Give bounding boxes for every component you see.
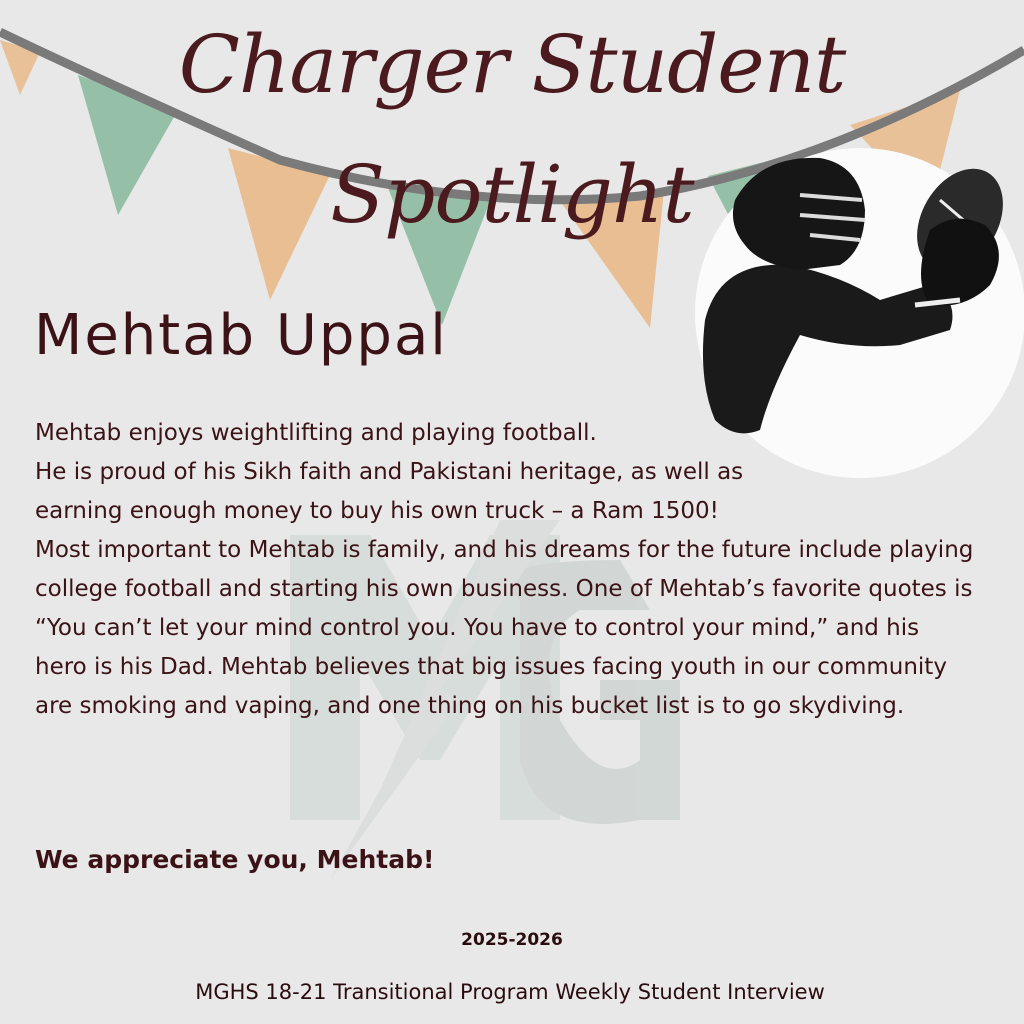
program-footer: MGHS 18-21 Transitional Program Weekly Student Interview bbox=[195, 980, 825, 1004]
closing-line: We appreciate you, Mehtab! bbox=[35, 845, 435, 874]
student-name: Mehtab Uppal bbox=[34, 303, 448, 368]
bio-paragraph-2: He is proud of his Sikh faith and Pakistani heritage, as well as earning enough money to buy his own truck – a Ram 1500! bbox=[35, 459, 744, 524]
student-bio bbox=[35, 414, 975, 726]
page-title: Charger Student Spotlight bbox=[178, 18, 846, 241]
bio-paragraph-1: Mehtab enjoys weightlifting and playing football. bbox=[35, 420, 597, 446]
school-year: 2025-2026 bbox=[461, 930, 563, 950]
bio-paragraph-3: Most important to Mehtab is family, and his dreams for the future include playing college football and starting his own business. One of Mehtab’s favorite quotes is “You can’t let your mind control you. You have to control your mind,” and his hero is his Dad. Mehtab believes that big issues facing youth in our community are smoking and vaping, and one thing on his bucket list is to go skydiving. bbox=[35, 537, 974, 719]
